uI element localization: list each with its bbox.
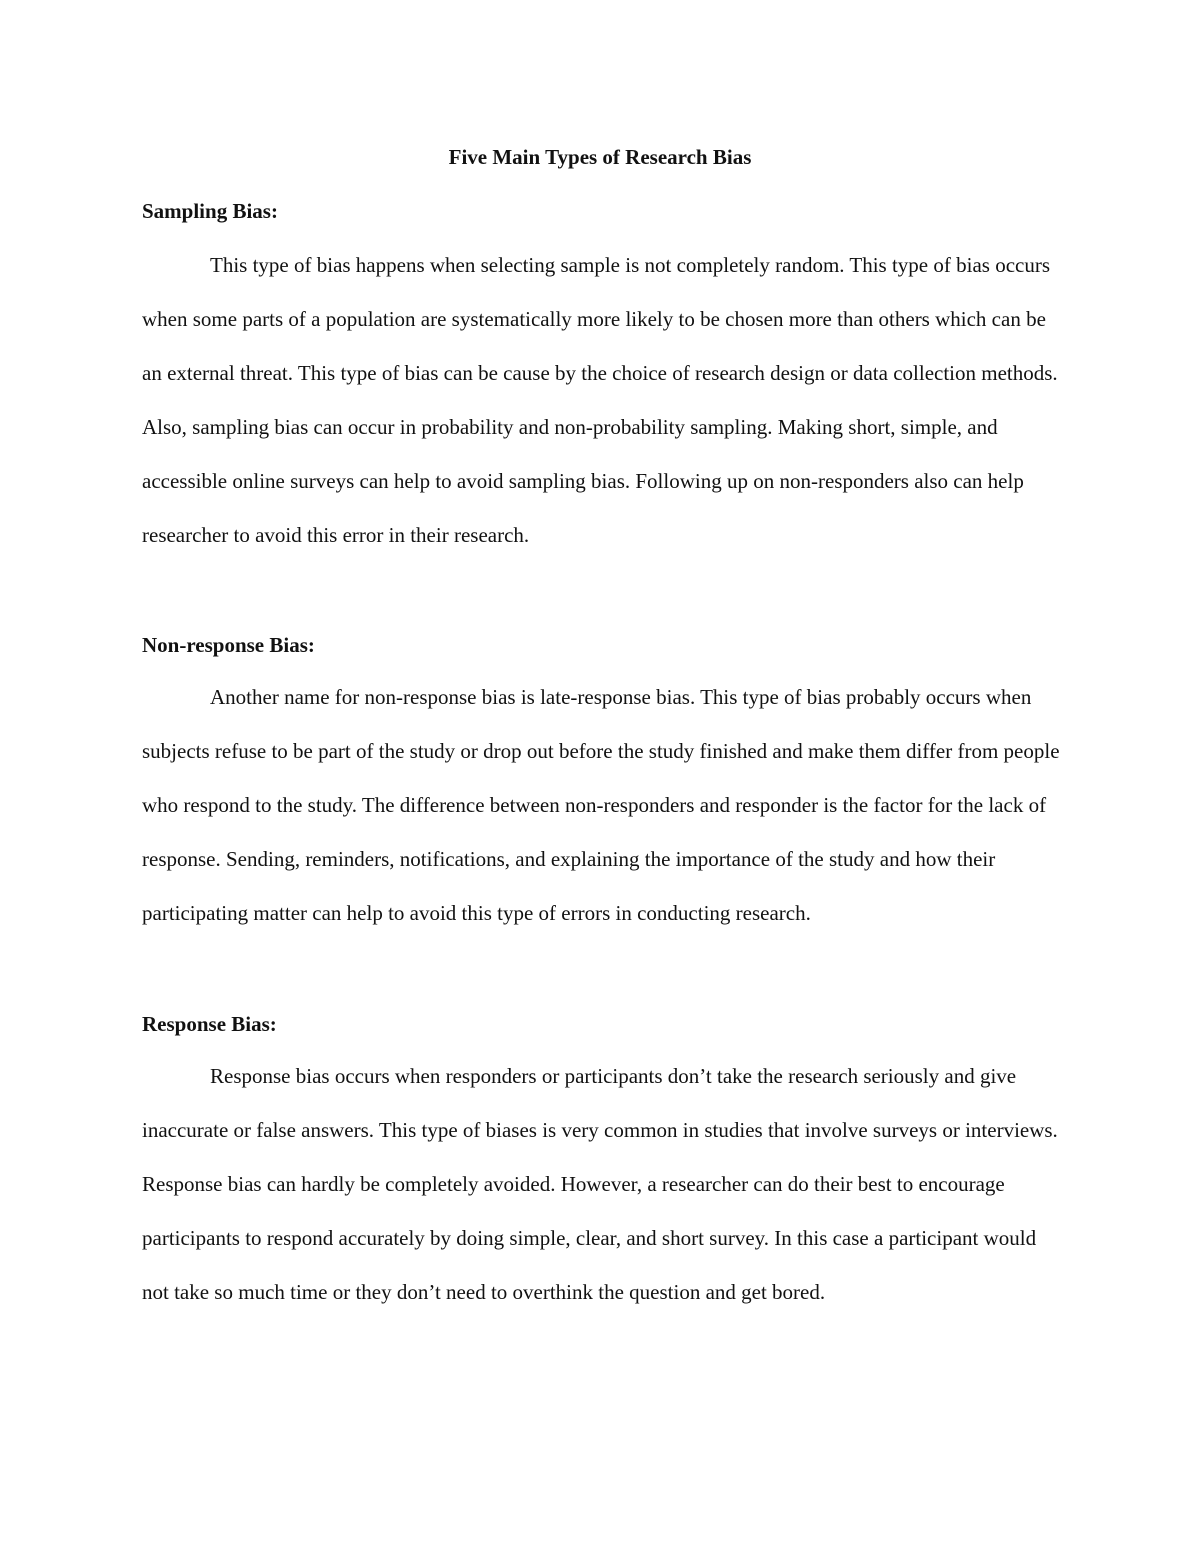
section-body-sampling-bias: This type of bias happens when selecting sample is not completely random. This type of bias occurs when some parts of a population are systematically more likely to be chosen more than others which can be an external threat. This type of bias can be cause by the choice of research design or data collection methods. Also, sampling bias can occur in probability and non-probability sampling. Making short, simple, and accessible online surveys can help to avoid sampling bias. Following up on non-responders also can help researcher to avoid this error in their research. (142, 253, 1058, 547)
section-heading-sampling-bias: Sampling Bias: (142, 199, 278, 223)
section-body-response-bias: Response bias occurs when responders or participants don’t take the research seriously and give inaccurate or false answers. This type of biases is very common in studies that involve surveys or interviews. Response bias can hardly be completely avoided. However, a researcher can do their best to encourage participants to respond accurately by doing simple, clear, and short survey. In this case a participant would not take so much time or they don’t need to overthink the question and get bored. (142, 1064, 1058, 1304)
section-heading-response-bias: Response Bias: (142, 1012, 277, 1036)
section-body-non-response-bias: Another name for non-response bias is late-response bias. This type of bias probably occurs when subjects refuse to be part of the study or drop out before the study finished and make them differ from people who respond to the study. The difference between non-responders and responder is the factor for the lack of response. Sending, reminders, notifications, and explaining the importance of the study and how their participating matter can help to avoid this type of errors in conducting research. (142, 685, 1060, 925)
document-title: Five Main Types of Research Bias (448, 145, 752, 169)
section-heading-non-response-bias: Non-response Bias: (142, 633, 315, 657)
